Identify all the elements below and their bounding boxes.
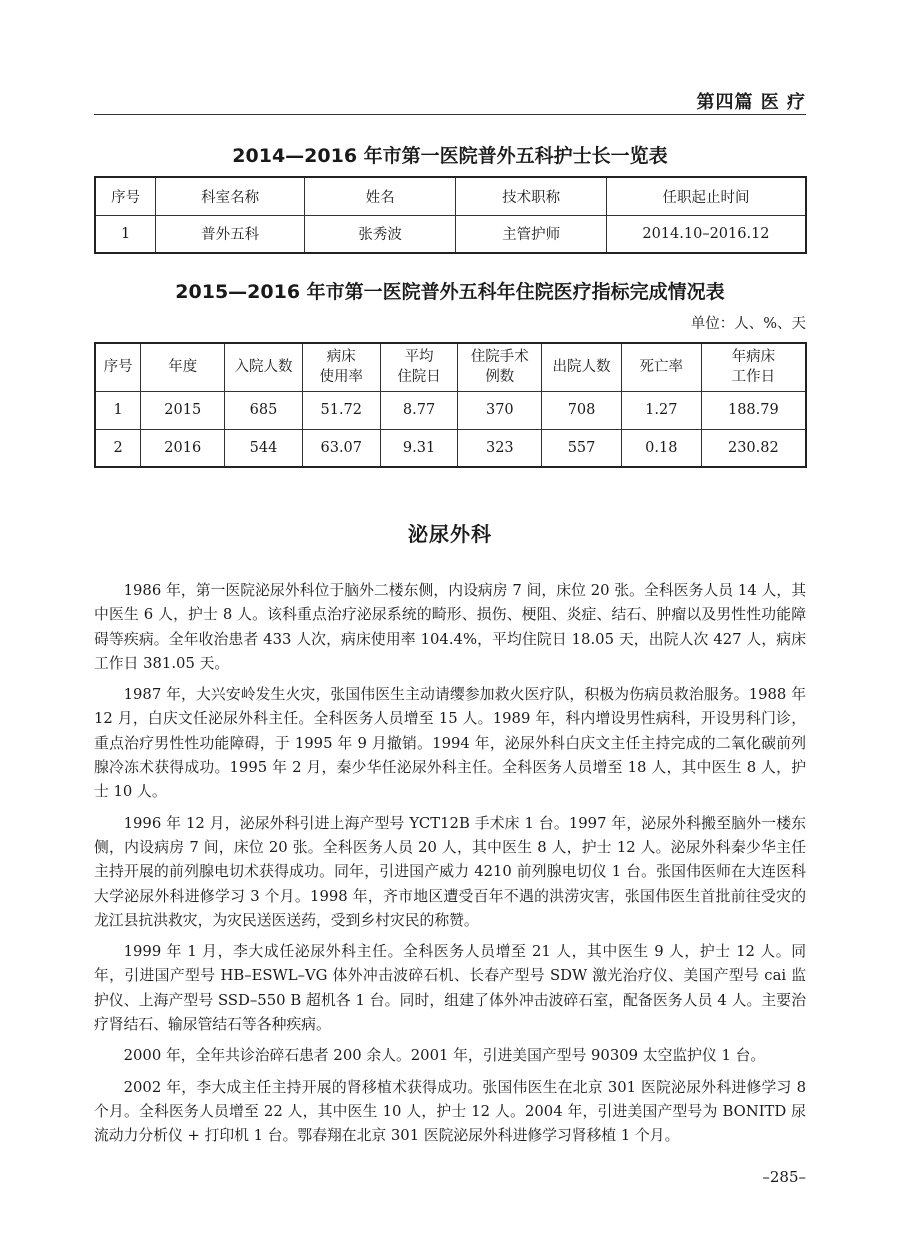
- table-cell: 685: [225, 391, 303, 429]
- column-header: 姓名: [304, 177, 456, 215]
- column-header: 科室名称: [156, 177, 305, 215]
- column-header: 入院人数: [225, 343, 303, 391]
- column-header: 年度: [141, 343, 225, 391]
- table-cell: 63.07: [302, 429, 380, 467]
- paragraph: 1996 年 12 月，泌尿外科引进上海产型号 YCT12B 手术床 1 台。1997 年，泌尿外科搬至脑外一楼东侧，内设病房 7 间，床位 20 张。全科医务人员 20 人，其中医生 8 人，护士 12 人。泌尿外科秦少华主任主持开展的前列腺电切术获得成功。同年，引进国产威力 4210 前列腺电切仪 1 台。张国伟医师在大连医科大学泌尿外科进修学习 3 个月。1998 年，齐市地区遭受百年不遇的洪涝灾害，张国伟医生首批前往受灾的龙江县抗洪救灾，为灾民送医送药，受到乡村灾民的称赞。: [94, 814, 806, 929]
- running-header: [94, 80, 806, 115]
- table2-title: 2015—2016 年市第一医院普外五科年住院医疗指标完成情况表: [175, 281, 725, 303]
- table-cell: 557: [542, 429, 622, 467]
- table-cell: 370: [458, 391, 542, 429]
- column-header: 病床 使用率: [302, 343, 380, 391]
- section-title: 泌尿外科: [408, 522, 492, 546]
- table-cell: 8.77: [380, 391, 458, 429]
- column-header: 序号: [95, 343, 141, 391]
- table-cell: 323: [458, 429, 542, 467]
- table-row: [95, 391, 806, 429]
- paragraph: 1987 年，大兴安岭发生火灾，张国伟医生主动请缨参加救火医疗队，积极为伤病员救治服务。1988 年 12 月，白庆文任泌尿外科主任。全科医务人员增至 15 人。1989 年，科内增设男性病科，开设男科门诊，重点治疗男性性功能障碍，于 1995 年 9 月撤销。1994 年，泌尿外科白庆文主任主持完成的二氧化碳前列腺冷冻术获得成功。1995 年 2 月，秦少华任泌尿外科主任。全科医务人员增至 18 人，其中医生 8 人，护士 10 人。: [94, 686, 806, 801]
- table-cell: 0.18: [621, 429, 701, 467]
- table-cell: 普外五科: [156, 215, 305, 253]
- column-header: 任职起止时间: [606, 177, 806, 215]
- table-cell: 2014.10–2016.12: [606, 215, 806, 253]
- table-cell: 2: [95, 429, 141, 467]
- table-cell: 51.72: [302, 391, 380, 429]
- table-row: [95, 429, 806, 467]
- table-cell: 张秀波: [304, 215, 456, 253]
- chapter-title: 第四篇 医 疗: [696, 92, 806, 113]
- table-cell: 1: [95, 391, 141, 429]
- paragraph: 2002 年，李大成主任主持开展的肾移植术获得成功。张国伟医生在北京 301 医院泌尿外科进修学习 8 个月。全科医务人员增至 22 人，其中医生 10 人，护士 12 人。2004 年，引进美国产型号为 BONITD 尿流动力分析仪 + 打印机 1 台。鄂春翔在北京 301 医院泌尿外科进修学习肾移植 1 个月。: [94, 1078, 806, 1145]
- head-nurse-table: [94, 176, 807, 254]
- table1-title: 2014—2016 年市第一医院普外五科护士长一览表: [232, 145, 668, 167]
- column-header: 出院人数: [542, 343, 622, 391]
- page-number: –285–: [762, 1168, 806, 1186]
- table-cell: 544: [225, 429, 303, 467]
- table-cell: 9.31: [380, 429, 458, 467]
- medical-indicators-table: [94, 342, 807, 468]
- paragraph: 2000 年，全年共诊治碎石患者 200 余人。2001 年，引进美国产型号 90309 太空监护仪 1 台。: [123, 1047, 766, 1065]
- column-header: 平均 住院日: [380, 343, 458, 391]
- column-header: 住院手术 例数: [458, 343, 542, 391]
- column-header: 死亡率: [621, 343, 701, 391]
- table-row: [95, 215, 806, 253]
- column-header: 技术职称: [456, 177, 607, 215]
- column-header: 序号: [95, 177, 156, 215]
- table-cell: 1.27: [621, 391, 701, 429]
- table-cell: 708: [542, 391, 622, 429]
- paragraph: 1986 年，第一医院泌尿外科位于脑外二楼东侧，内设病房 7 间，床位 20 张。全科医务人员 14 人，其中医生 6 人，护士 8 人。该科重点治疗泌尿系统的畸形、损伤、梗阻、炎症、结石、肿瘤以及男性性功能障碍等疾病。全年收治患者 433 人次，病床使用率 104.4%，平均住院日 18.05 天，出院人次 427 人，病床工作日 381.05 天。: [94, 582, 806, 672]
- column-header: 年病床 工作日: [701, 343, 806, 391]
- table-cell: 2016: [141, 429, 225, 467]
- table-cell: 2015: [141, 391, 225, 429]
- table-cell: 1: [95, 215, 156, 253]
- table-cell: 主管护师: [456, 215, 607, 253]
- table-cell: 188.79: [701, 391, 806, 429]
- table-cell: 230.82: [701, 429, 806, 467]
- body-text: [94, 579, 806, 1156]
- paragraph: 1999 年 1 月，李大成任泌尿外科主任。全科医务人员增至 21 人，其中医生 9 人，护士 12 人。同年，引进国产型号 HB–ESWL–VG 体外冲击波碎石机、长春产型号 SDW 激光治疗仪、美国产型号 cai 监护仪、上海产型号 SSD–550 B 超机各 1 台。同时，组建了体外冲击波碎石室，配备医务人员 4 人。主要治疗肾结石、输尿管结石等各种疾病。: [94, 943, 806, 1034]
- unit-note: 单位：人、%、天: [690, 316, 806, 332]
